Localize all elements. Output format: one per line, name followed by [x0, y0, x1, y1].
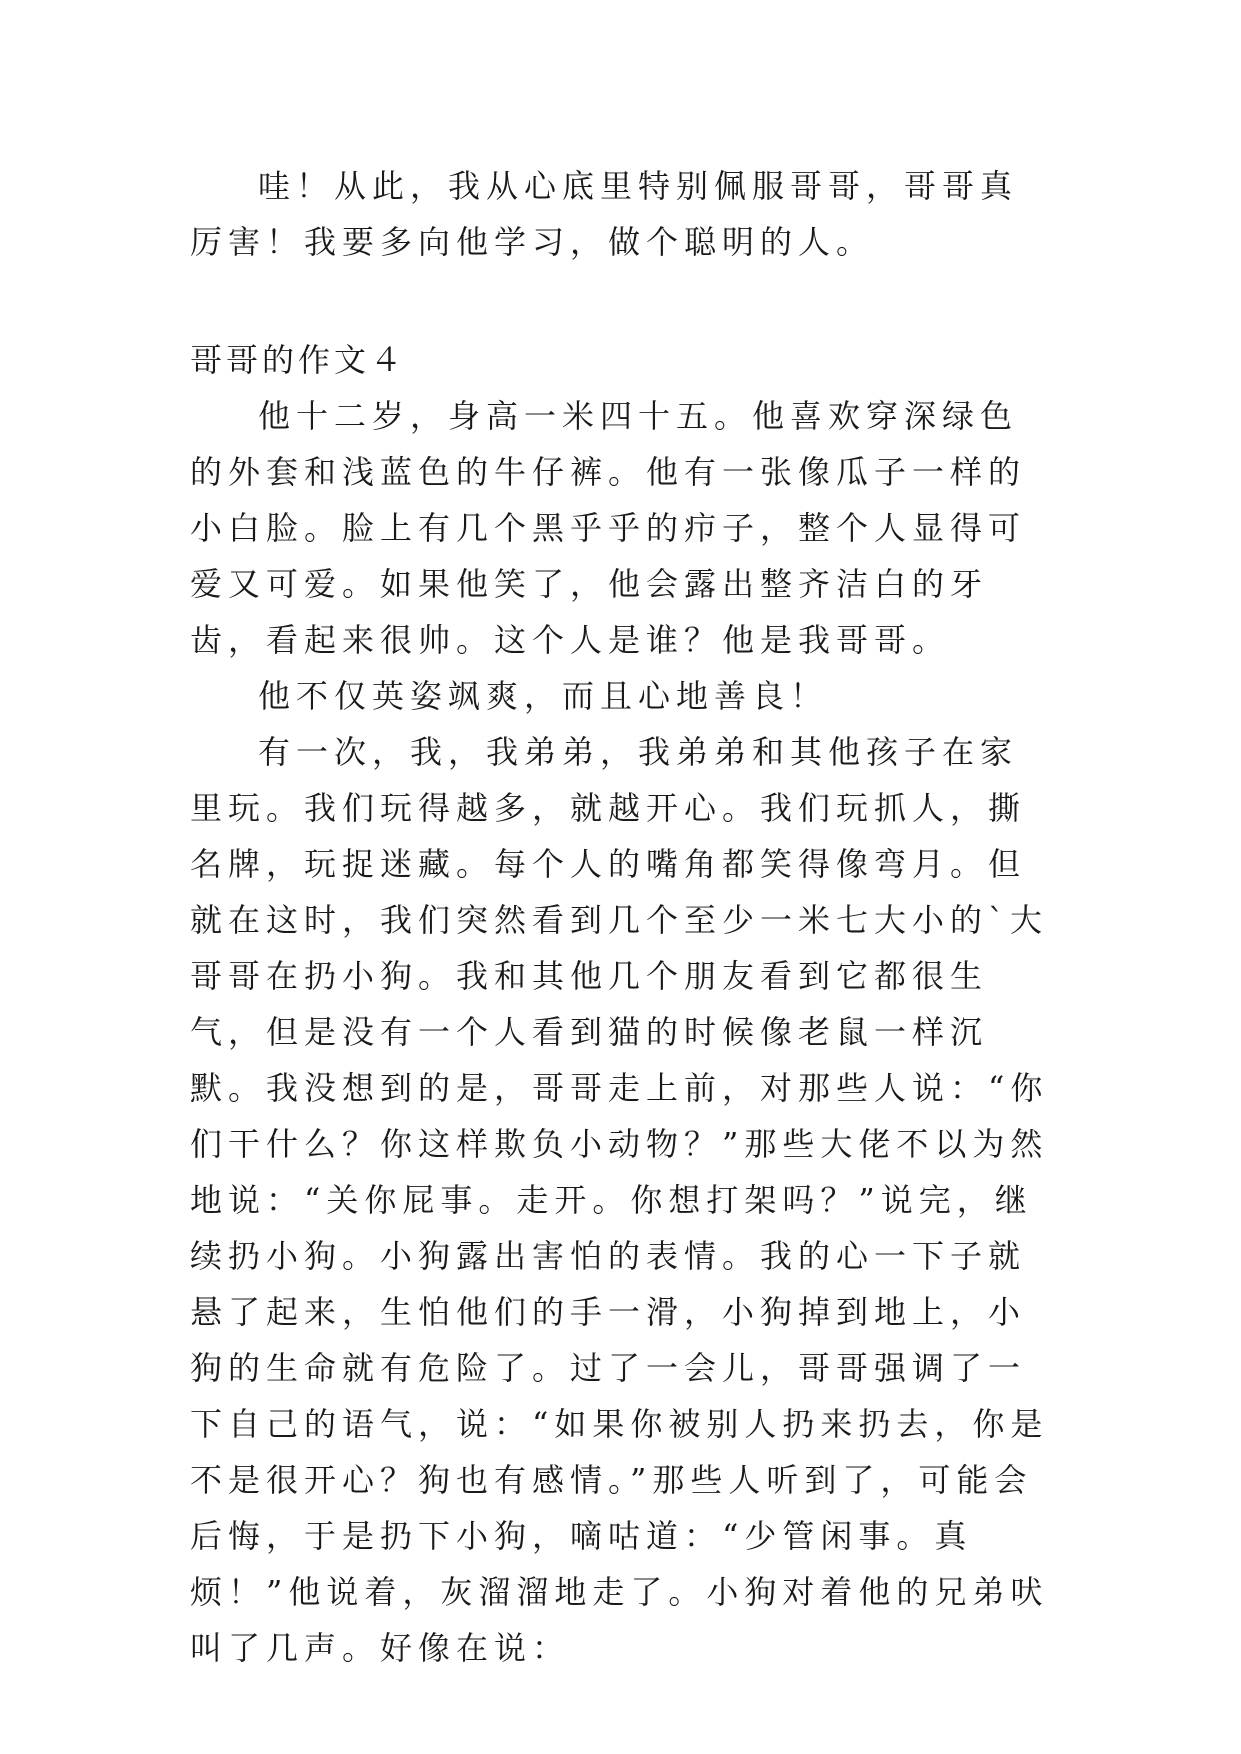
paragraph-kindness: 他不仅英姿飒爽，而且心地善良！: [258, 677, 829, 715]
essay-body: [190, 388, 1050, 1676]
intro-paragraph: 哇！从此，我从心底里特别佩服哥哥，哥哥真厉害！我要多向他学习，做个聪明的人。: [190, 167, 1019, 261]
section-heading: 哥哥的作文４: [190, 341, 407, 379]
paragraph-story: 有一次，我，我弟弟，我弟弟和其他孩子在家里玩。我们玩得越多，就越开心。我们玩抓人，撕名牌，玩捉迷藏。每个人的嘴角都笑得像弯月。但就在这时，我们突然看到几个至少一米七大小的`大哥哥在扔小狗。我和其他几个朋友看到它都很生气，但是没有一个人看到猫的时候像老鼠一样沉默。我没想到的是，哥哥走上前，对那些人说：“你们干什么？你这样欺负小动物？”那些大佬不以为然地说：“关你屁事。走开。你想打架吗？”说完，继续扔小狗。小狗露出害怕的表情。我的心一下子就悬了起来，生怕他们的手一滑，小狗掉到地上，小狗的生命就有危险了。过了一会儿，哥哥强调了一下自己的语气，说：“如果你被别人扔来扔去，你是不是很开心？狗也有感情。”那些人听到了，可能会后悔，于是扔下小狗，嘀咕道：“少管闲事。真烦！”他说着，灰溜溜地走了。小狗对着他的兄弟吠叫了几声。好像在说：: [190, 733, 1049, 1667]
paragraph-description: 他十二岁，身高一米四十五。他喜欢穿深绿色的外套和浅蓝色的牛仔裤。他有一张像瓜子一样的小白脸。脸上有几个黑乎乎的疖子，整个人显得可爱又可爱。如果他笑了，他会露出整齐洁白的牙齿，看起来很帅。这个人是谁？他是我哥哥。: [190, 397, 1027, 659]
intro-paragraph-block: [190, 158, 1050, 270]
